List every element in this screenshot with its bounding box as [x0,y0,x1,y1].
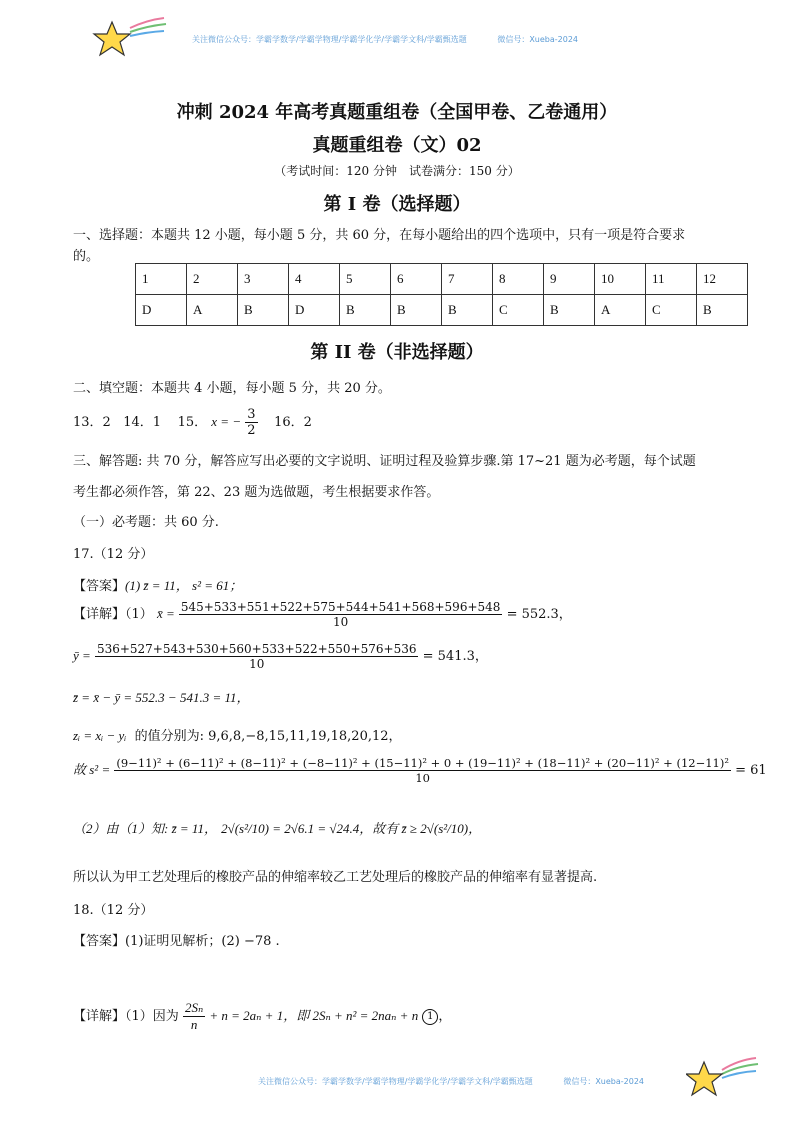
q17-part2-a: （2）由（1）知: z̄ = 11， [73,821,217,836]
table-cell: B [238,295,289,326]
q18-detail-a: （1）因为 [125,1009,179,1024]
xbar-lhs: x̄ = [156,606,175,621]
q17-part2-b: 2√(s²/10) = 2√6.1 = √24.4 [221,821,360,836]
part1-desc-a: 一、选择题：本题共 12 小题，每小题 5 分，共 60 分，在每小题给出的四个选项中，只有一项是符合要求 [73,228,686,243]
q17-answer [73,575,242,594]
q17-xbar [73,600,572,629]
s2-fraction [114,756,731,785]
q17-zbar: z̄ = x̄ − ȳ = 552.3 − 541.3 = 11， [73,690,250,705]
solve-desc-a: 三、解答题: 共 70 分，解答应写出必要的文字说明、证明过程及验算步骤.第 17~21 题为必考题，每个试题 [73,454,696,469]
answer-table-numbers-row [136,264,748,295]
footer-note [258,1076,644,1087]
part1-desc-b: 的。 [73,249,100,264]
s2-den: 10 [415,771,430,785]
part1-title: 第 I 卷（选择题） [323,194,471,215]
q18-answer-text: (1)证明见解析；(2) −78 . [125,934,280,949]
answer-15-num: 3 [247,407,256,422]
answer-15-den: 2 [247,423,256,438]
answer-15-label: 15． [177,415,208,430]
answer-16: 16．2 [274,415,312,430]
zi-values: 的值分别为: 9,6,8,−8,15,11,19,18,20,12， [134,729,402,744]
table-cell: C [493,295,544,326]
table-cell: B [442,295,493,326]
table-cell: 3 [238,264,289,295]
exam-info: （考试时间：120 分钟 试卷满分：150 分） [274,164,520,178]
table-cell: B [544,295,595,326]
table-cell: 11 [646,264,697,295]
q18-detail-b: + n = 2aₙ + 1，即 2Sₙ + n² = 2naₙ + n [209,1008,419,1023]
ybar-result: = 541.3， [422,649,488,664]
required-section: （一）必考题：共 60 分. [73,515,219,530]
q18-frac-num: 2Sₙ [184,1000,204,1015]
table-cell: 5 [340,264,391,295]
s2-lhs: 故 s² = [73,762,111,777]
q17-zi [73,725,402,744]
table-cell: 12 [697,264,748,295]
xbar-num: 545+533+551+522+575+544+541+568+596+548 [180,600,501,614]
q17-answer-label: 【答案】 [73,579,126,594]
s2-num: (9−11)² + (6−11)² + (8−11)² + (−8−11)² + (15−11)² + 0 + (19−11)² + (18−11)² + (20−11)² + (12−11)² [116,756,729,770]
answer-table-answers-row [136,295,748,326]
header-wechat: 微信号：Xueba-2024 [497,35,579,44]
q17-detail-1: （1） [125,607,153,622]
q18-frac-den: n [190,1017,198,1032]
table-cell: 4 [289,264,340,295]
table-cell: A [187,295,238,326]
q17-ybar [73,642,488,671]
q17-conclusion: 所以认为甲工艺处理后的橡胶产品的伸缩率较乙工艺处理后的橡胶产品的伸缩率有显著提高. [73,870,598,885]
answer-15-expr: x = − [211,414,242,429]
s2-result: = 61 [735,763,767,778]
q18-detail-label: 【详解】 [73,1009,126,1024]
ybar-num: 536+527+543+530+560+533+522+550+576+536 [96,642,417,656]
fill-answers [73,407,312,438]
table-cell: D [136,295,187,326]
table-cell: 9 [544,264,595,295]
exam-title: 冲刺 2024 年高考真题重组卷（全国甲卷、乙卷通用） [176,102,618,123]
table-cell: 2 [187,264,238,295]
q18-answer-label: 【答案】 [73,934,126,949]
q18-answer [73,930,280,949]
xbar-fraction [179,600,503,629]
answer-13: 13．2 [73,415,111,430]
q18-detail [73,1000,451,1033]
xbar-den: 10 [333,615,349,629]
header-note [192,34,578,45]
part2-title: 第 II 卷（非选择题） [310,342,484,363]
ybar-lhs: ȳ = [73,648,91,663]
zi-expr: zᵢ = xᵢ − yᵢ [73,728,127,743]
xbar-result: = 552.3， [506,607,572,622]
header-note-text: 关注微信公众号：学霸学数学/学霸学物理/学霸学化学/学霸学文科/学霸甄选题 [192,35,467,44]
table-cell: 7 [442,264,493,295]
table-cell: C [646,295,697,326]
q17-detail-label: 【详解】 [73,607,126,622]
table-cell: A [595,295,646,326]
q18-head: 18.（12 分） [73,903,154,918]
solve-desc-b: 考生都必须作答，第 22、23 题为选做题，考生根据要求作答。 [73,485,440,500]
answer-14: 14．1 [123,415,162,430]
footer-note-text: 关注微信公众号：学霸学数学/学霸学物理/学霸学化学/学霸学文科/学霸甄选题 [258,1077,533,1086]
table-cell: 6 [391,264,442,295]
table-cell: B [391,295,442,326]
table-cell: 8 [493,264,544,295]
table-cell: B [340,295,391,326]
table-cell: B [697,295,748,326]
q17-head: 17.（12 分） [73,547,154,562]
answer-table [135,263,748,326]
circled-number: 1 [422,1009,438,1025]
ybar-fraction [95,642,419,671]
q17-part2 [73,818,481,837]
exam-subtitle: 真题重组卷（文）02 [312,135,482,156]
q18-detail-c: ， [438,1009,452,1024]
q17-answer-text: (1) z̄ = 11， s² = 61； [125,578,243,593]
q18-fraction [183,1000,205,1033]
table-cell: 1 [136,264,187,295]
q17-part2-c: ，故有 z̄ ≥ 2√(s²/10)， [359,821,482,836]
fill-desc: 二、填空题：本题共 4 小题，每小题 5 分，共 20 分。 [73,381,391,396]
star-logo-icon [92,14,172,62]
q17-variance [73,756,767,785]
table-cell: 10 [595,264,646,295]
ybar-den: 10 [249,657,265,671]
answer-15-fraction [245,407,257,438]
star-logo-footer-icon [686,1050,766,1098]
table-cell: D [289,295,340,326]
footer-wechat: 微信号：Xueba-2024 [563,1077,645,1086]
